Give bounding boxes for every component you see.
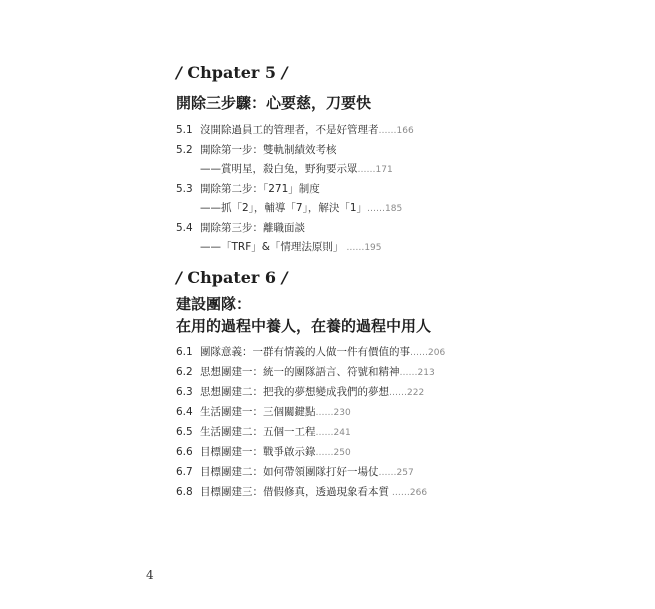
entry-number: 6.5 [176,426,193,438]
leader-dots: …… [346,243,365,253]
entry-number: 5.3 [176,183,193,195]
entry-number: 5.4 [176,222,193,234]
slash-mark: / [176,268,188,287]
toc-entry-6-5[interactable] [176,423,636,443]
entry-page: 195 [364,243,382,253]
entry-text: 目標團建二：如何帶領團隊打好一場仗 [200,466,379,478]
entry-page: 241 [333,428,351,438]
leader-dots: …… [315,408,334,418]
entry-number: 6.4 [176,406,193,418]
entry-text: 生活團建一：三個關鍵點 [200,406,316,418]
entry-text: 思想團建二：把我的夢想變成我們的夢想 [200,386,389,398]
leader-dots: …… [389,388,407,398]
leader-dots: …… [391,488,410,498]
chapter-5-title: 開除三步驟：心要慈，刀要快 [176,94,372,112]
toc-entry-6-7[interactable] [176,463,636,483]
entry-text: 目標團建三：借假修真，透過現象看本質 [200,486,389,498]
leader-dots: …… [399,368,418,378]
chapter-5-entries [176,121,636,258]
entry-text: ——賞明星，殺白兔，野狗要示眾 [200,163,358,175]
entry-number: 6.2 [176,366,193,378]
entry-number: 6.8 [176,486,193,498]
leader-dots: …… [367,204,386,214]
entry-number: 6.3 [176,386,193,398]
slash-mark: / [276,63,288,82]
leader-dots: …… [378,468,397,478]
entry-number: 6.1 [176,346,193,358]
page-number: 4 [146,568,154,582]
entry-text: 團隊意義：一群有情義的人做一件有價值的事 [200,346,410,358]
toc-entry-6-1[interactable] [176,343,636,363]
chapter-6-section [176,267,636,503]
entry-page: 171 [375,165,393,175]
entry-page: 230 [333,408,351,418]
entry-number: 6.6 [176,446,193,458]
entry-page: 250 [333,448,351,458]
toc-entry-6-3[interactable] [176,383,636,403]
entry-text: 思想團建一：統一的團隊語言、符號和精神 [200,366,400,378]
chapter-6-title-line2: 在用的過程中養人，在養的過程中用人 [176,317,432,335]
chapter-6-label [176,267,636,289]
leader-dots: …… [410,348,428,358]
entry-text: 生活團建二：五個一工程 [200,426,316,438]
toc-entry-5-4[interactable] [176,219,636,238]
entry-number: 5.1 [176,124,193,136]
entry-page: 206 [428,348,446,358]
toc-entry-6-4[interactable] [176,403,636,423]
entry-text: ——「TRF」&「情理法原則」 [200,241,344,253]
leader-dots: …… [315,428,334,438]
toc-entry-5-4-sub[interactable] [176,238,636,258]
chapter-5-label-text: Chpater 5 [187,63,277,82]
toc-entry-5-1[interactable] [176,121,636,141]
entry-text: 沒開除過員工的管理者，不是好管理者 [200,124,379,136]
toc-entry-5-2-sub[interactable] [176,160,636,180]
slash-mark: / [176,63,188,82]
chapter-6-label-text: Chpater 6 [187,268,277,287]
toc-entry-5-2[interactable] [176,141,636,160]
entry-page: 266 [409,488,428,498]
slash-mark: / [276,268,288,287]
entry-text: 開除第二步：「271」制度 [200,183,320,195]
entry-page: 257 [396,468,414,478]
chapter-6-title-line1: 建設團隊： [176,295,252,313]
chapter-6-entries [176,343,636,503]
entry-text: 目標團建一：戰爭啟示錄 [200,446,316,458]
entry-page: 213 [417,368,435,378]
toc-entry-5-3[interactable] [176,180,636,199]
leader-dots: …… [315,448,334,458]
entry-text: 開除第三步：離職面談 [200,222,305,234]
toc-entry-6-2[interactable] [176,363,636,383]
entry-text: ——抓「2」，輔導「7」，解決「1」 [200,202,368,214]
entry-page: 222 [407,388,425,398]
entry-page: 185 [385,204,403,214]
leader-dots: …… [378,126,397,136]
entry-number: 6.7 [176,466,193,478]
chapter-5-section [176,62,636,258]
toc-entry-6-8[interactable] [176,483,636,503]
entry-number: 5.2 [176,144,193,156]
toc-entry-6-6[interactable] [176,443,636,463]
chapter-5-label [176,62,636,84]
entry-page: 166 [396,126,414,136]
leader-dots: …… [357,165,376,175]
entry-text: 開除第一步：雙軌制績效考核 [200,144,337,156]
toc-entry-5-3-sub[interactable] [176,199,636,219]
